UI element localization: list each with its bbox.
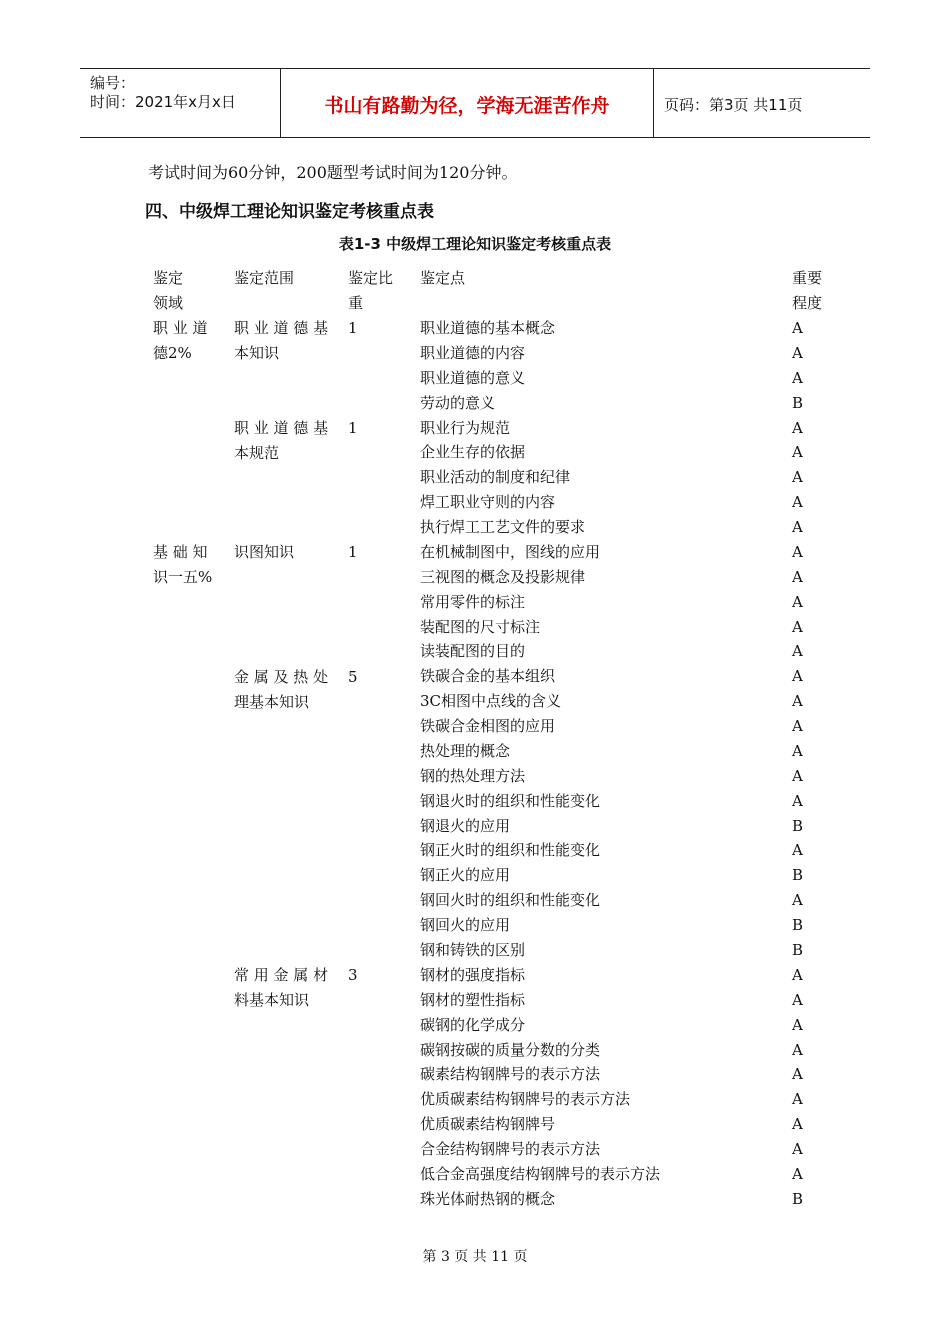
assessment-point: 职业道德的意义 [420, 369, 526, 387]
importance-level: A [792, 767, 803, 785]
assessment-point: 在机械制图中，图线的应用 [420, 543, 601, 561]
importance-level: A [792, 443, 803, 461]
header-page-cell [654, 69, 870, 137]
header-weight-line1: 鉴定比 [348, 269, 394, 287]
section-heading: 四、中级焊工理论知识鉴定考核重点表 [145, 202, 434, 222]
importance-level: B [792, 941, 804, 959]
importance-level: B [792, 916, 804, 934]
header-weight-line2: 重 [348, 294, 364, 312]
assessment-point: 钢回火的应用 [420, 916, 511, 934]
document-time-label: 时间：2021年x月x日 [90, 93, 236, 111]
importance-level: A [792, 468, 803, 486]
assessment-point: 执行焊工工艺文件的要求 [420, 518, 586, 536]
assessment-point: 钢的热处理方法 [420, 767, 526, 785]
table-caption: 表1-3 中级焊工理论知识鉴定考核重点表 [338, 235, 612, 253]
assessment-point: 碳钢按碳的质量分数的分类 [420, 1041, 601, 1059]
importance-level: A [792, 1065, 803, 1083]
importance-level: A [792, 1016, 803, 1034]
importance-level: A [792, 1165, 803, 1183]
scope-4-weight: 5 [348, 668, 358, 686]
importance-level: A [792, 742, 803, 760]
assessment-point: 珠光体耐热钢的概念 [420, 1190, 556, 1208]
domain-2-line2: 识一五% [153, 568, 213, 586]
importance-level: A [792, 344, 803, 362]
header-meta-cell [80, 69, 281, 137]
importance-level: A [792, 966, 803, 984]
scope-4-line1: 金 属 及 热 处 [234, 668, 329, 686]
assessment-point: 热处理的概念 [420, 742, 511, 760]
header-domain-line1: 鉴定 [153, 269, 184, 287]
assessment-point: 碳钢的化学成分 [420, 1016, 526, 1034]
header-level-line2: 程度 [792, 294, 823, 312]
assessment-point: 铁碳合金相图的应用 [420, 717, 556, 735]
header-motto: 书山有路勤为径，学海无涯苦作舟 [324, 95, 610, 117]
page-header [80, 68, 870, 138]
assessment-point: 优质碳素结构钢牌号的表示方法 [420, 1090, 631, 1108]
assessment-point: 优质碳素结构钢牌号 [420, 1115, 556, 1133]
assessment-point: 钢材的强度指标 [420, 966, 526, 984]
scope-5-line2: 料基本知识 [234, 991, 310, 1009]
scope-1-line1: 职 业 道 德 基 [234, 319, 329, 337]
assessment-point: 企业生存的依据 [420, 443, 526, 461]
importance-level: A [792, 717, 803, 735]
assessment-point: 钢退火时的组织和性能变化 [420, 792, 601, 810]
scope-2-line1: 职 业 道 德 基 [234, 419, 329, 437]
assessment-point: 常用零件的标注 [420, 593, 526, 611]
importance-level: A [792, 692, 803, 710]
page-footer: 第 3 页 共 11 页 [422, 1249, 528, 1265]
importance-level: A [792, 667, 803, 685]
intro-line: 考试时间为60分钟，200题型考试时间为120分钟。 [148, 163, 518, 182]
assessment-point: 碳素结构钢牌号的表示方法 [420, 1065, 601, 1083]
importance-level: A [792, 319, 803, 337]
header-point: 鉴定点 [420, 269, 466, 287]
domain-1-line2: 德2% [153, 344, 192, 362]
importance-level: A [792, 369, 803, 387]
importance-level: A [792, 642, 803, 660]
importance-level: A [792, 1041, 803, 1059]
importance-level: A [792, 618, 803, 636]
header-level-line1: 重要 [792, 269, 823, 287]
assessment-point: 焊工职业守则的内容 [420, 493, 556, 511]
assessment-point: 钢正火时的组织和性能变化 [420, 841, 601, 859]
assessment-point: 钢回火时的组织和性能变化 [420, 891, 601, 909]
importance-level: A [792, 543, 803, 561]
domain-2-line1: 基 础 知 [153, 543, 208, 561]
importance-level: A [792, 1115, 803, 1133]
importance-level: A [792, 792, 803, 810]
importance-level: A [792, 1090, 803, 1108]
assessment-point: 3C相图中点线的含义 [420, 692, 562, 710]
assessment-point: 读装配图的目的 [420, 642, 526, 660]
scope-5-line1: 常 用 金 属 材 [234, 966, 329, 984]
importance-level: B [792, 394, 804, 412]
assessment-point: 装配图的尺寸标注 [420, 618, 541, 636]
header-domain-line2: 领域 [153, 294, 184, 312]
assessment-point: 职业道德的基本概念 [420, 319, 556, 337]
assessment-point: 三视图的概念及投影规律 [420, 568, 586, 586]
scope-2-weight: 1 [348, 419, 358, 437]
header-scope: 鉴定范围 [234, 269, 295, 287]
importance-level: B [792, 1190, 804, 1208]
assessment-point: 钢和铸铁的区别 [420, 941, 526, 959]
assessment-point: 合金结构钢牌号的表示方法 [420, 1140, 601, 1158]
assessment-point: 钢退火的应用 [420, 817, 511, 835]
importance-level: A [792, 841, 803, 859]
document-number-label: 编号： [90, 74, 136, 92]
importance-level: A [792, 593, 803, 611]
assessment-point: 职业行为规范 [420, 419, 511, 437]
assessment-point: 职业活动的制度和纪律 [420, 468, 571, 486]
scope-2-line2: 本规范 [234, 444, 280, 462]
domain-1-line1: 职 业 道 [153, 319, 208, 337]
importance-level: A [792, 568, 803, 586]
scope-3-weight: 1 [348, 543, 358, 561]
importance-level: A [792, 891, 803, 909]
header-page-code: 页码：第3页 共11页 [664, 96, 803, 114]
scope-1-line2: 本知识 [234, 344, 280, 362]
header-motto-cell [281, 69, 654, 137]
importance-level: B [792, 866, 804, 884]
assessment-point: 钢正火的应用 [420, 866, 511, 884]
scope-1-weight: 1 [348, 319, 358, 337]
assessment-point: 职业道德的内容 [420, 344, 526, 362]
scope-4-line2: 理基本知识 [234, 693, 310, 711]
importance-level: A [792, 1140, 803, 1158]
scope-5-weight: 3 [348, 966, 358, 984]
scope-3-line1: 识图知识 [234, 543, 295, 561]
assessment-point: 低合金高强度结构钢牌号的表示方法 [420, 1165, 661, 1183]
importance-level: A [792, 991, 803, 1009]
assessment-point: 劳动的意义 [420, 394, 496, 412]
importance-level: A [792, 493, 803, 511]
importance-level: A [792, 419, 803, 437]
importance-level: B [792, 817, 804, 835]
importance-level: A [792, 518, 803, 536]
assessment-point: 铁碳合金的基本组织 [420, 667, 556, 685]
assessment-point: 钢材的塑性指标 [420, 991, 526, 1009]
